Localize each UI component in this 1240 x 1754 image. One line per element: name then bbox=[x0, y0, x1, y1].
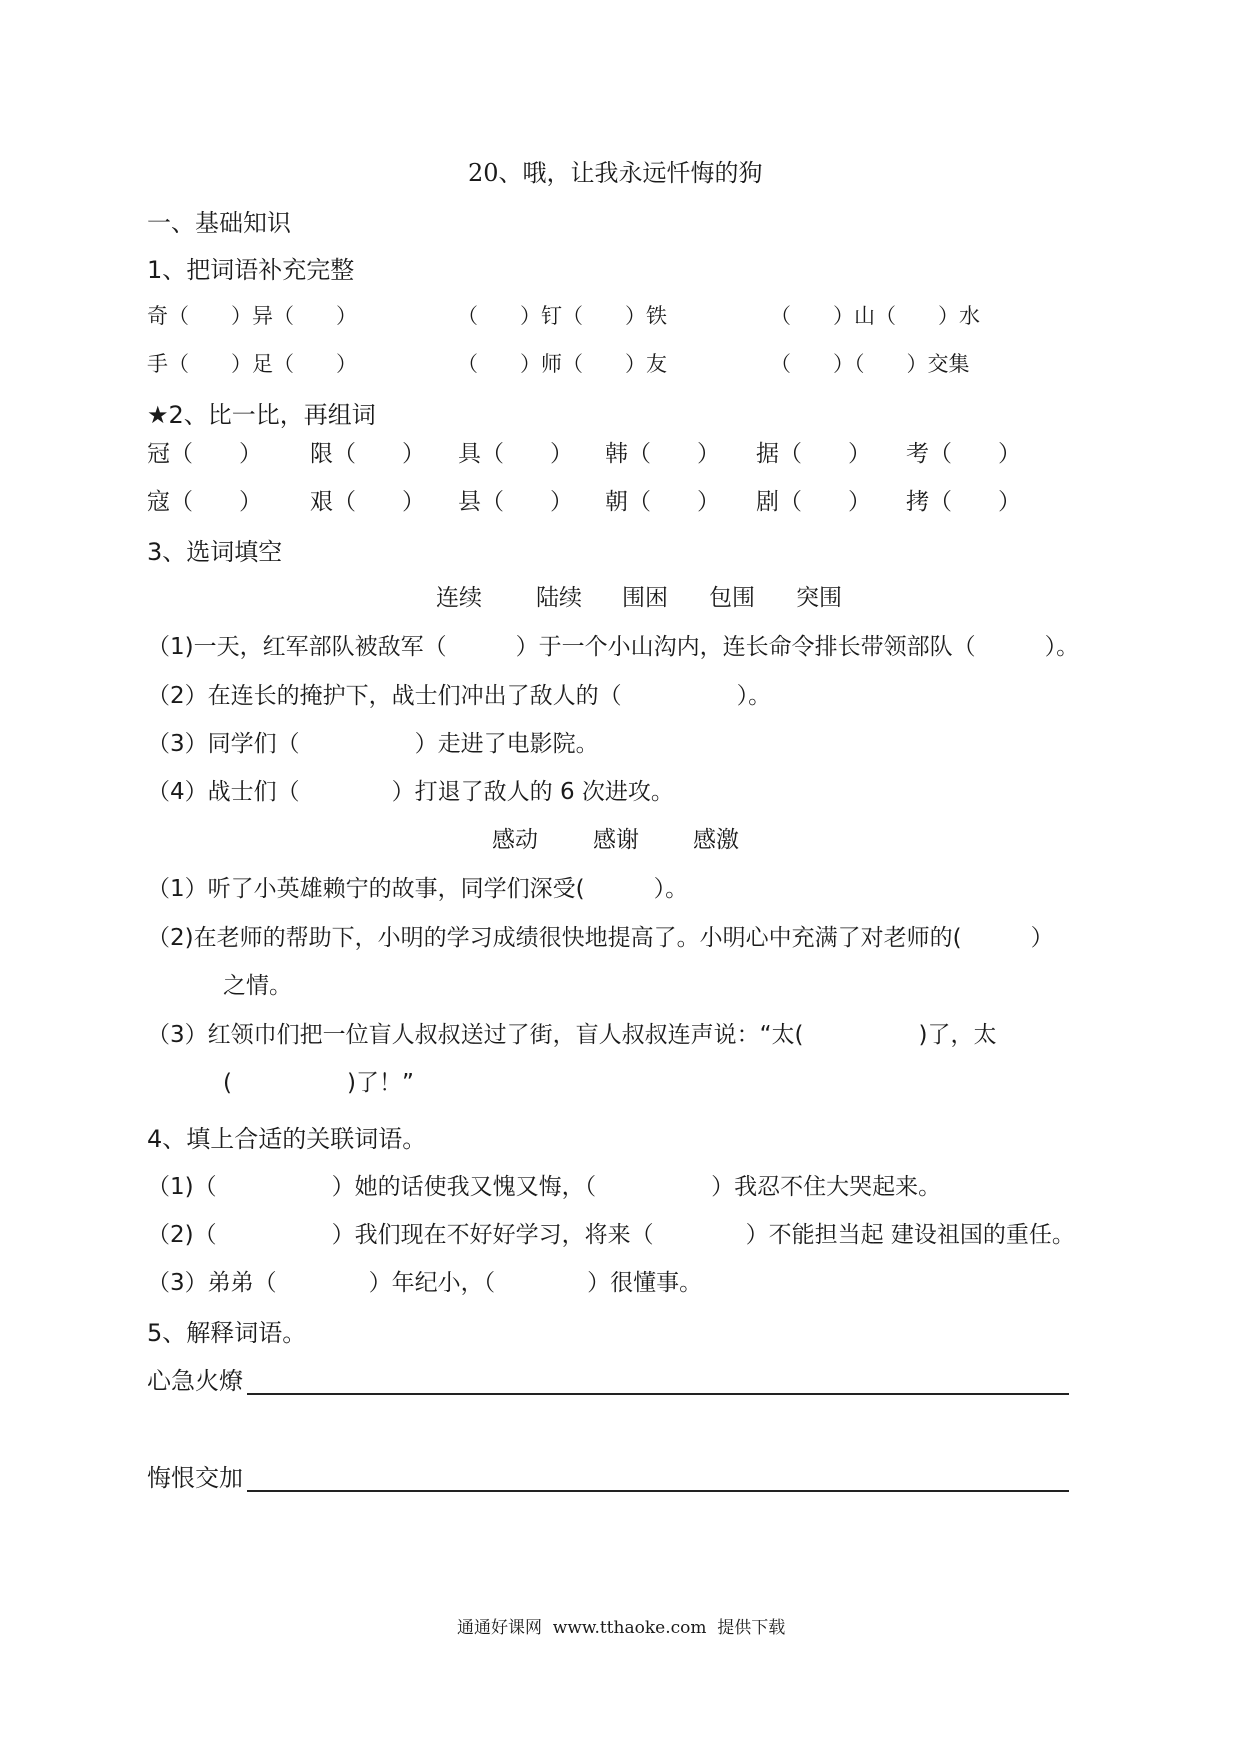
q5-term-2: 悔恨交加 bbox=[147, 1464, 243, 1492]
q3-sentence-3: （3）同学们（ ）走进了电影院。 bbox=[147, 731, 599, 757]
q2-row2-item6: 拷（ ） bbox=[906, 489, 1021, 515]
section-heading-basics: 一、基础知识 bbox=[147, 209, 291, 237]
q3-heading: 3、选词填空 bbox=[147, 538, 283, 566]
q3b-sentence-1: （1）听了小英雄赖宁的故事，同学们深受( ）。 bbox=[147, 876, 689, 902]
q1-row1-item1: 奇（ ）异（ ） bbox=[147, 304, 357, 328]
q3b-sentence-2-cont: 之情。 bbox=[223, 973, 292, 999]
answer-line-1[interactable] bbox=[247, 1393, 1069, 1395]
q4-sentence-3: （3）弟弟（ ）年纪小，（ ）很懂事。 bbox=[147, 1270, 703, 1296]
q2-row1-item6: 考（ ） bbox=[906, 441, 1021, 467]
q4-heading: 4、填上合适的关联词语。 bbox=[147, 1125, 427, 1153]
footer-credit: 通通好课网 www.tthaoke.com 提供下载 bbox=[457, 1618, 786, 1638]
q1-row2-item2: （ ）师（ ）友 bbox=[457, 352, 667, 376]
q2-row1-item5: 据（ ） bbox=[756, 441, 871, 467]
q3-word-option: 围困 bbox=[622, 585, 668, 611]
q3b-sentence-2: （2)在老师的帮助下，小明的学习成绩很快地提高了。小明心中充满了对老师的( ） bbox=[147, 925, 1054, 951]
q5-heading: 5、解释词语。 bbox=[147, 1319, 307, 1347]
q1-row1-item3: （ ）山（ ）水 bbox=[770, 304, 980, 328]
q3-word-option: 突围 bbox=[796, 585, 842, 611]
q3b-sentence-3: （3）红领巾们把一位盲人叔叔送过了街，盲人叔叔连声说：“太( )了，太 bbox=[147, 1022, 997, 1048]
q3-word-option: 陆续 bbox=[536, 585, 582, 611]
q3-sentence-1: （1)一天，红军部队被敌军（ ）于一个小山沟内，连长命令排长带领部队（ ）。 bbox=[147, 634, 1080, 660]
q2-row1-item4: 韩（ ） bbox=[605, 441, 720, 467]
q2-row1-item1: 冠（ ） bbox=[147, 441, 262, 467]
q3-sentence-4: （4）战士们（ ）打退了敌人的 6 次进攻。 bbox=[147, 779, 674, 805]
q1-row2-item1: 手（ ）足（ ） bbox=[147, 352, 357, 376]
q1-row1-item2: （ ）钉（ ）铁 bbox=[457, 304, 667, 328]
q2-row1-item3: 具（ ） bbox=[458, 441, 573, 467]
q2-row1-item2: 限（ ） bbox=[310, 441, 425, 467]
q3-word-option: 包围 bbox=[709, 585, 755, 611]
q3-word-option: 感谢 bbox=[593, 827, 639, 853]
q4-sentence-1: （1)（ ）她的话使我又愧又悔，（ ）我忍不住大哭起来。 bbox=[147, 1174, 942, 1200]
q2-row2-item2: 艰（ ） bbox=[310, 489, 425, 515]
q3-sentence-2: （2）在连长的掩护下，战士们冲出了敌人的（ ）。 bbox=[147, 683, 772, 709]
q2-row2-item1: 寇（ ） bbox=[147, 489, 262, 515]
q2-row2-item4: 朝（ ） bbox=[605, 489, 720, 515]
q1-row2-item3: （ ）（ ）交集 bbox=[770, 352, 970, 376]
q2-heading: ★2、比一比，再组词 bbox=[147, 401, 376, 429]
page-title: 20、哦，让我永远忏悔的狗 bbox=[468, 159, 763, 187]
q4-sentence-2: （2)（ ）我们现在不好好学习，将来（ ）不能担当起 建设祖国的重任。 bbox=[147, 1222, 1075, 1248]
q3-word-option: 连续 bbox=[436, 585, 482, 611]
q3-word-option: 感动 bbox=[492, 827, 538, 853]
q3b-sentence-3-cont: ( )了！” bbox=[223, 1070, 414, 1096]
q5-term-1: 心急火燎 bbox=[147, 1367, 243, 1395]
q1-heading: 1、把词语补充完整 bbox=[147, 256, 355, 284]
q3-word-option: 感激 bbox=[693, 827, 739, 853]
answer-line-2[interactable] bbox=[247, 1490, 1069, 1492]
q2-row2-item3: 县（ ） bbox=[458, 489, 573, 515]
q2-row2-item5: 剧（ ） bbox=[756, 489, 871, 515]
